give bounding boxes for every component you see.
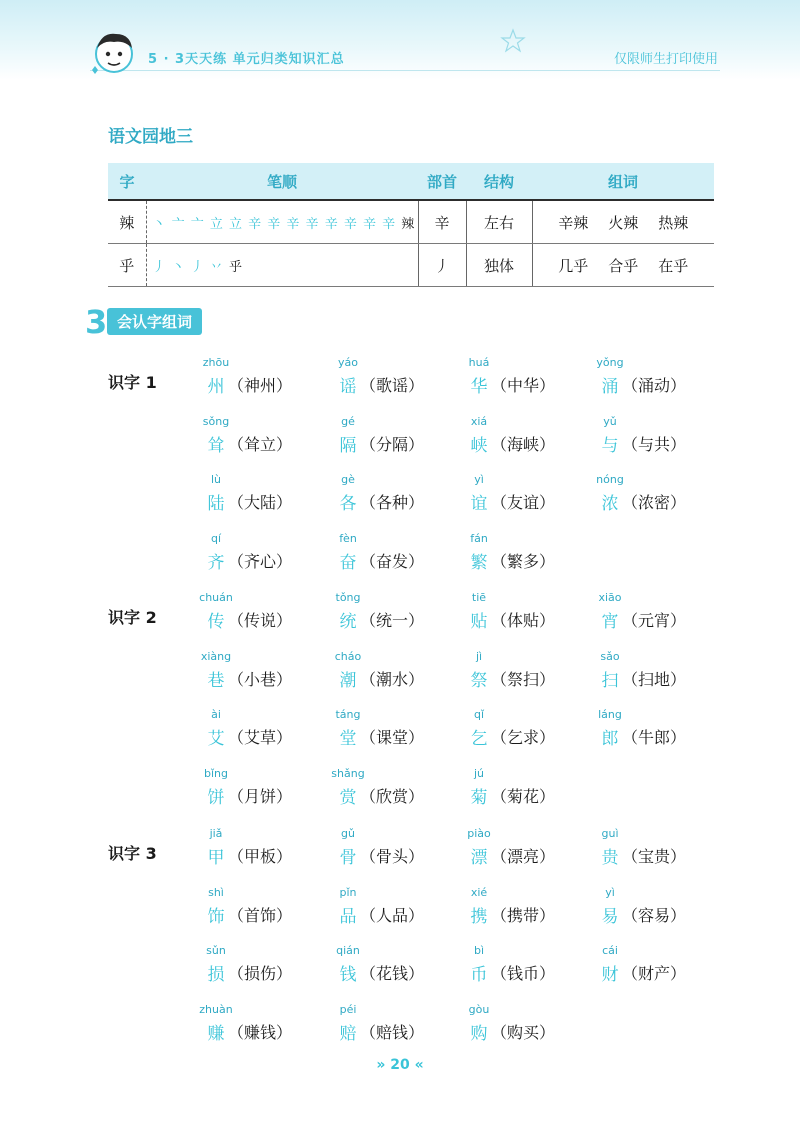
list-item [592, 473, 722, 519]
table-header-cell: 组词 [532, 163, 714, 200]
pinyin: táng [335, 708, 361, 722]
list-item [330, 886, 460, 932]
word: （艾草） [228, 728, 293, 748]
word: （宝贵） [622, 847, 687, 866]
hanzi: 宵 [601, 612, 619, 632]
table-row [108, 244, 714, 287]
list-item [330, 944, 460, 990]
page-arrow-left-icon: » [376, 1057, 386, 1073]
list-item [330, 356, 460, 402]
list-item [198, 1003, 328, 1049]
hanzi: 甲 [207, 848, 225, 868]
word: （传说） [228, 611, 293, 630]
hanzi: 统 [339, 612, 357, 632]
pinyin: bì [473, 944, 485, 958]
hanzi: 浓 [601, 494, 619, 515]
list-item [592, 827, 722, 873]
pinyin: yáo [338, 356, 358, 369]
page-number-text: 20 [390, 1057, 410, 1073]
pinyin: huá [468, 356, 490, 369]
pinyin: yì [474, 473, 484, 487]
list-item [461, 650, 591, 696]
group-label: 识字 1 [108, 373, 157, 392]
list-item [461, 886, 591, 932]
list-item [198, 650, 328, 696]
list-item [330, 591, 460, 637]
pinyin: tǒng [335, 591, 361, 604]
list-item [592, 944, 722, 990]
word: （浓密） [622, 493, 687, 513]
word: （乞求） [491, 728, 556, 748]
pinyin: gǔ [341, 827, 355, 840]
list-item [330, 767, 460, 813]
hanzi: 骨 [339, 848, 357, 868]
pinyin: láng [598, 708, 622, 722]
group-label: 识字 2 [108, 608, 157, 627]
table-word: 合乎 [608, 256, 639, 275]
table-cell-strokes [146, 200, 418, 244]
word: （牛郎） [622, 728, 687, 748]
mascot-boy-icon [88, 26, 140, 78]
list-item [330, 650, 460, 696]
section-title: 语文园地三 [108, 127, 193, 147]
page-number [0, 1057, 800, 1073]
word: （神州） [228, 376, 293, 395]
header-title: 5 · 3天天练 单元归类知识汇总 [148, 52, 345, 67]
list-item [592, 591, 722, 637]
list-item [198, 532, 328, 578]
list-item [198, 767, 328, 813]
word: （首饰） [228, 905, 293, 925]
list-item [461, 827, 591, 873]
hanzi: 与 [601, 435, 619, 456]
word: （菊花） [491, 787, 556, 807]
pinyin: fán [470, 532, 488, 546]
word: （潮水） [360, 669, 425, 689]
list-item [592, 650, 722, 696]
hanzi: 祭 [470, 670, 488, 691]
hanzi: 损 [207, 965, 225, 986]
list-item [198, 591, 328, 637]
pinyin: pǐn [339, 885, 357, 899]
pinyin: guì [601, 827, 619, 840]
pinyin: piào [467, 827, 491, 840]
stroke-final-char: 辣 [401, 216, 416, 232]
word: （体贴） [491, 611, 556, 630]
table-cell-char: 辣 [108, 200, 146, 244]
list-item [198, 944, 328, 990]
hanzi: 赔 [339, 1024, 357, 1045]
hanzi: 谣 [339, 377, 357, 397]
pinyin: qǐ [473, 708, 485, 722]
banner-number: 3 [85, 303, 108, 341]
hanzi: 奋 [339, 553, 357, 574]
hanzi: 赏 [339, 788, 357, 809]
hanzi: 潮 [339, 670, 357, 691]
list-item [198, 827, 328, 873]
list-item [461, 532, 591, 578]
word: （元宵） [622, 611, 687, 630]
table-cell-radical: 丿 [418, 244, 466, 287]
table-header-cell: 笔顺 [146, 163, 418, 200]
word: （购买） [491, 1023, 556, 1043]
table-row [108, 200, 714, 244]
pinyin: jiǎ [209, 827, 223, 840]
table-cell-structure: 独体 [466, 244, 532, 287]
list-item [592, 415, 722, 461]
page-arrow-right-icon: « [414, 1057, 424, 1073]
pinyin: fèn [339, 532, 357, 546]
header-right-text: 仅限师生打印使用 [613, 52, 718, 67]
table-header-cell: 部首 [418, 163, 466, 200]
word: （月饼） [228, 787, 293, 807]
hanzi: 谊 [470, 494, 488, 515]
pinyin: zhōu [202, 356, 230, 369]
hanzi: 购 [470, 1024, 488, 1045]
list-item [330, 1003, 460, 1049]
hanzi: 繁 [470, 553, 488, 574]
word: （赚钱） [228, 1023, 293, 1043]
table-word: 火辣 [608, 213, 639, 232]
pinyin: xiàng [200, 649, 232, 663]
hanzi: 郎 [601, 729, 619, 750]
hanzi: 贵 [601, 848, 619, 868]
hanzi: 漂 [470, 848, 488, 868]
list-item [461, 356, 591, 402]
word: （财产） [622, 964, 687, 984]
hanzi: 易 [601, 906, 619, 927]
hanzi: 陆 [207, 494, 225, 515]
word: （容易） [622, 905, 687, 925]
table-header-row [108, 163, 714, 200]
table-word: 几乎 [558, 256, 589, 275]
word: （漂亮） [491, 847, 556, 866]
hanzi: 携 [470, 906, 488, 927]
word: （齐心） [228, 552, 293, 572]
pinyin: yǒng [596, 356, 624, 369]
list-item [198, 708, 328, 754]
word: （赔钱） [360, 1023, 425, 1043]
pinyin: qí [210, 532, 222, 546]
pinyin: sǒng [202, 414, 230, 428]
pinyin: yì [605, 885, 615, 899]
hanzi: 巷 [207, 670, 225, 691]
list-item [592, 708, 722, 754]
stroke-sequence: 丿 丶 丿 丷 [152, 259, 224, 275]
word: （统一） [360, 611, 425, 630]
table-cell-words [532, 200, 714, 244]
pinyin: jú [473, 767, 485, 781]
word: （奋发） [360, 552, 425, 572]
list-item [330, 827, 460, 873]
list-item [330, 473, 460, 519]
pinyin: sǎo [600, 649, 620, 663]
list-item [198, 473, 328, 519]
word: （海峡） [491, 434, 556, 454]
pinyin: sǔn [206, 944, 226, 958]
word: （歌谣） [360, 376, 425, 395]
table-cell-strokes [146, 244, 418, 287]
pinyin: tiē [471, 591, 487, 604]
list-item [198, 356, 328, 402]
list-item [592, 886, 722, 932]
hanzi: 饼 [207, 788, 225, 809]
hanzi: 艾 [207, 729, 225, 750]
stroke-order-table [108, 163, 714, 287]
hanzi: 币 [470, 965, 488, 986]
list-item [330, 415, 460, 461]
table-cell-char: 乎 [108, 244, 146, 287]
pinyin: nóng [596, 473, 624, 487]
pinyin: xiá [470, 414, 488, 428]
table-word: 辛辣 [558, 213, 589, 232]
list-item [461, 767, 591, 813]
list-item [330, 708, 460, 754]
pinyin: shì [208, 885, 224, 899]
pinyin: bǐng [204, 767, 228, 781]
word: （钱币） [491, 964, 556, 984]
word: （繁多） [491, 552, 556, 572]
word: （骨头） [360, 847, 425, 866]
pinyin: chuán [199, 591, 233, 604]
hanzi: 钱 [339, 965, 357, 986]
word: （小巷） [228, 669, 293, 689]
hanzi: 传 [207, 612, 225, 632]
word: （分隔） [360, 434, 425, 454]
hanzi: 涌 [601, 377, 619, 397]
word: （各种） [360, 493, 425, 513]
pinyin: lù [210, 473, 222, 487]
table-cell-radical: 辛 [418, 200, 466, 244]
word: （课堂） [360, 728, 425, 748]
word: （花钱） [360, 964, 425, 984]
hanzi: 华 [470, 377, 488, 397]
pinyin: gé [341, 414, 355, 428]
group-label: 识字 3 [108, 844, 157, 863]
table-word: 在乎 [658, 256, 689, 275]
pinyin: gè [341, 473, 355, 487]
list-item [461, 708, 591, 754]
pinyin: yǔ [603, 414, 617, 428]
hanzi: 财 [601, 965, 619, 986]
hanzi: 贴 [470, 612, 488, 632]
word: （友谊） [491, 493, 556, 513]
stroke-final-char: 乎 [229, 259, 244, 275]
hanzi: 饰 [207, 906, 225, 927]
hanzi: 乞 [470, 729, 488, 750]
hanzi: 齐 [207, 553, 225, 574]
pinyin: cái [602, 944, 618, 958]
list-item [198, 415, 328, 461]
pinyin: zhuàn [199, 1003, 233, 1017]
pinyin: shǎng [331, 767, 365, 781]
hanzi: 耸 [207, 435, 225, 456]
list-item [461, 591, 591, 637]
pinyin: ài [211, 708, 221, 722]
word: （甲板） [228, 847, 293, 866]
table-cell-words [532, 244, 714, 287]
word: （欣赏） [360, 787, 425, 807]
hanzi: 赚 [207, 1024, 225, 1045]
list-item [330, 532, 460, 578]
hanzi: 菊 [470, 788, 488, 809]
hanzi: 扫 [601, 670, 619, 691]
star-icon [500, 28, 526, 54]
hanzi: 州 [207, 377, 225, 397]
list-item [461, 1003, 591, 1049]
pinyin: xié [470, 885, 488, 899]
hanzi: 品 [339, 906, 357, 927]
list-item [461, 944, 591, 990]
pinyin: xiāo [598, 591, 622, 604]
word: （祭扫） [491, 669, 556, 689]
pinyin: péi [339, 1003, 357, 1017]
word: （涌动） [622, 376, 687, 395]
table-cell-structure: 左右 [466, 200, 532, 244]
word: （扫地） [622, 669, 687, 689]
word: （携带） [491, 905, 556, 925]
word: （中华） [491, 376, 556, 395]
banner-label: 会认字组词 [107, 308, 202, 335]
word: （大陆） [228, 493, 293, 513]
pinyin: cháo [334, 649, 362, 663]
stroke-sequence: 丶 亠 亠 立 立 辛 辛 辛 辛 辛 辛 辛 辛 [152, 216, 397, 232]
pinyin: gòu [468, 1003, 490, 1017]
pinyin: qián [336, 944, 360, 958]
list-item [461, 415, 591, 461]
header-rule [90, 70, 720, 71]
word: （耸立） [228, 434, 293, 454]
word: （损伤） [228, 964, 293, 984]
table-header-cell: 字 [108, 163, 146, 200]
word: （人品） [360, 905, 425, 925]
hanzi: 堂 [339, 729, 357, 750]
table-header-cell: 结构 [466, 163, 532, 200]
hanzi: 隔 [339, 435, 357, 456]
hanzi: 各 [339, 494, 357, 515]
list-item [198, 886, 328, 932]
pinyin: jì [475, 649, 483, 663]
list-item [461, 473, 591, 519]
list-item [592, 356, 722, 402]
table-word: 热辣 [658, 213, 689, 232]
word: （与共） [622, 434, 687, 454]
hanzi: 峡 [470, 435, 488, 456]
